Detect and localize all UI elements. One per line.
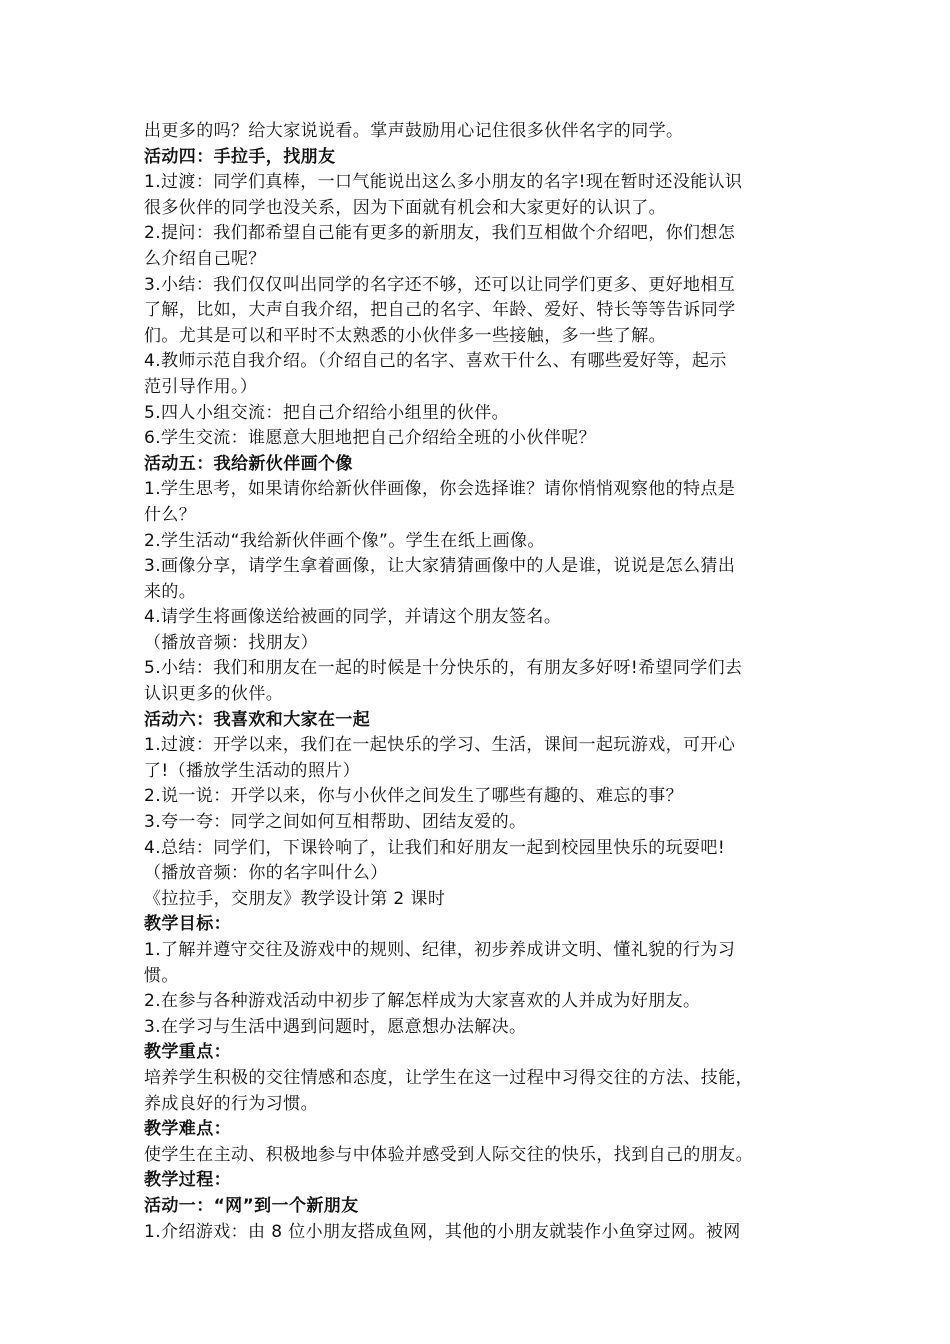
- section-heading: 教学目标：: [144, 914, 231, 935]
- text-line: 2.学生活动“我给新伙伴画个像”。学生在纸上画像。: [144, 530, 545, 551]
- section-heading: 教学重点：: [144, 1042, 231, 1063]
- section-heading: 活动五：我给新伙伴画个像: [144, 453, 353, 474]
- section-heading: 教学过程：: [144, 1170, 231, 1191]
- text-line: 培养学生积极的交往情感和态度，让学生在这一过程中习得交往的方法、技能，: [144, 1067, 753, 1088]
- text-line: 1.学生思考，如果请你给新伙伴画像，你会选择谁？请你悄悄观察他的特点是: [144, 479, 736, 500]
- text-line: 4.教师示范自我介绍。（介绍自己的名字、喜欢干什么、有哪些爱好等，起示: [144, 351, 727, 372]
- section-heading: 活动一：“网”到一个新朋友: [144, 1195, 359, 1216]
- text-line: 4.总结：同学们，下课铃响了，让我们和好朋友一起到校园里快乐的玩耍吧!: [144, 837, 726, 858]
- section-heading: 活动六：我喜欢和大家在一起: [144, 709, 371, 730]
- text-line: （播放音频：你的名字叫什么）: [144, 863, 388, 884]
- text-line: 们。尤其是可以和平时不太熟悉的小伙伴多一些接触，多一些了解。: [144, 325, 666, 346]
- text-line: 惯。: [144, 965, 179, 986]
- text-line: 出更多的吗？给大家说说看。掌声鼓励用心记住很多伙伴名字的同学。: [144, 121, 684, 141]
- text-line: 4.请学生将画像送给被画的同学，并请这个朋友签名。: [144, 607, 562, 628]
- text-line: 1.过渡：同学们真棒，一口气能说出这么多小朋友的名字!现在暂时还没能认识: [144, 172, 743, 193]
- text-line: 6.学生交流：谁愿意大胆地把自己介绍给全班的小伙伴呢？: [144, 428, 597, 449]
- text-line: 认识更多的伙伴。: [144, 684, 284, 705]
- section-heading: 教学难点：: [144, 1119, 231, 1140]
- text-line: 么介绍自己呢？: [144, 248, 266, 269]
- section-heading: 活动四：手拉手，找朋友: [144, 146, 336, 167]
- text-line: 了!（播放学生活动的照片）: [144, 760, 361, 781]
- text-line: 什么？: [144, 504, 197, 525]
- text-line: 3.画像分享，请学生拿着画像，让大家猜猜画像中的人是谁，说说是怎么猜出: [144, 556, 736, 577]
- text-line: （播放音频：找朋友）: [144, 632, 318, 653]
- text-line: 范引导作用。）: [144, 376, 258, 397]
- text-line: 很多伙伴的同学也没关系，因为下面就有机会和大家更好的认识了。: [144, 197, 666, 218]
- text-line: 5.小结：我们和朋友在一起的时候是十分快乐的，有朋友多好呀!希望同学们去: [144, 658, 743, 679]
- text-line: 2.在参与各种游戏活动中初步了解怎样成为大家喜欢的人并成为好朋友。: [144, 991, 701, 1012]
- text-line: 5.四人小组交流：把自己介绍给小组里的伙伴。: [144, 402, 510, 423]
- text-line: 使学生在主动、积极地参与中体验并感受到人际交往的快乐，找到自己的朋友。: [144, 1144, 753, 1165]
- text-line: 1.了解并遵守交往及游戏中的规则、纪律，初步养成讲文明、懂礼貌的行为习: [144, 940, 736, 960]
- text-line: 1.介绍游戏：由 8 位小朋友搭成鱼网，其他的小朋友就装作小鱼穿过网。被网: [144, 1221, 741, 1242]
- text-line: 3.在学习与生活中遇到问题时，愿意想办法解决。: [144, 1016, 527, 1037]
- text-line: 《拉拉手，交朋友》教学设计第 2 课时: [144, 888, 446, 909]
- text-line: 2.提问：我们都希望自己能有更多的新朋友，我们互相做个介绍吧，你们想怎: [144, 223, 736, 244]
- text-line: 了解，比如，大声自我介绍，把自己的名字、年龄、爱好、特长等等告诉同学: [144, 300, 736, 321]
- text-line: 养成良好的行为习惯。: [144, 1093, 318, 1114]
- text-line: 3.小结：我们仅仅叫出同学的名字还不够，还可以让同学们更多、更好地相互: [144, 274, 736, 295]
- text-line: 3.夸一夸：同学之间如何互相帮助、团结友爱的。: [144, 812, 527, 833]
- text-line: 来的。: [144, 581, 197, 602]
- text-line: 1.过渡：开学以来，我们在一起快乐的学习、生活，课间一起玩游戏，可开心: [144, 735, 736, 756]
- text-line: 2.说一说：开学以来，你与小伙伴之间发生了哪些有趣的、难忘的事？: [144, 786, 684, 807]
